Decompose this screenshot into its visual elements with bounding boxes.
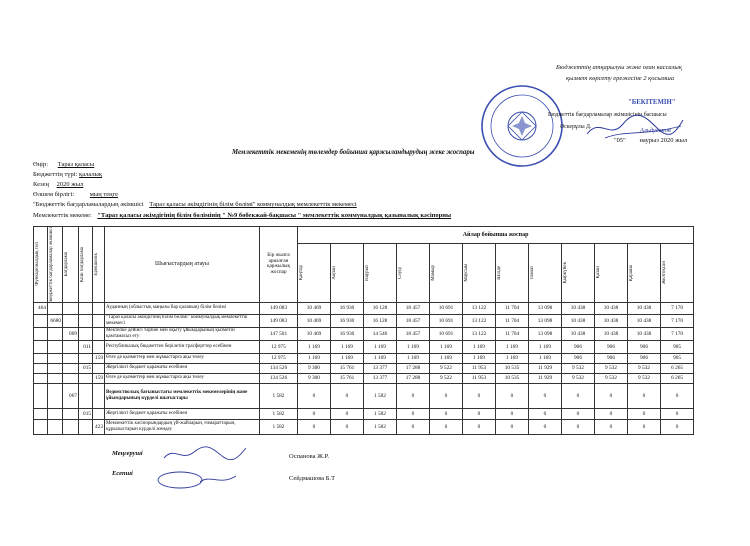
table-row — [34, 340, 694, 353]
month-value-cell: 10 438 — [595, 302, 628, 314]
annual-plan-cell: 1 582 — [260, 408, 298, 419]
program-cell — [63, 419, 79, 434]
subprogram-cell — [79, 353, 93, 363]
expense-name-cell: Өзге де қызметтер мен жұмыстарға ақы төлеу — [105, 353, 260, 363]
col-header-budget-admin — [48, 227, 63, 303]
budget-type-line — [33, 172, 102, 179]
accountant-label: Есепші — [112, 470, 133, 477]
month-value-cell: 11 704 — [496, 327, 529, 340]
month-value-cell: 13 122 — [463, 302, 496, 314]
subprogram-cell: 011 — [79, 340, 93, 353]
expense-name-cell: Ведомстволық бағыныстағы мемлекеттік мекемелерінің және ұйымдарының күрделі шығыстары — [105, 383, 260, 408]
subprogram-cell — [79, 327, 93, 340]
functional-group-cell: 464 — [34, 302, 48, 314]
month-value-cell: 0 — [331, 383, 364, 408]
month-value-cell: 0 — [331, 419, 364, 434]
functional-group-cell — [34, 363, 48, 373]
functional-group-cell — [34, 327, 48, 340]
accountant-name: Сейдмашова Б.Т — [289, 475, 336, 482]
month-value-cell: 0 — [595, 408, 628, 419]
budget-admin-cell: 6680 — [48, 314, 63, 327]
institution-value: "Тараз қаласы әкімдігінің білім бөлімінің " №9 бөбекжай-бақшасы " мемлекеттік коммуналдық қазыналық кәсіпорны — [97, 212, 452, 219]
month-value-cell: 0 — [628, 383, 661, 408]
month-value-cell: 9 532 — [595, 373, 628, 383]
month-value-cell: 905 — [661, 353, 694, 363]
month-value-cell: 10 469 — [298, 314, 331, 327]
month-value-cell: 0 — [595, 383, 628, 408]
subprogram-cell: 015 — [79, 408, 93, 419]
admin-label: "Бюджеттік бағдарламалардың әкімшісі — [33, 201, 144, 208]
month-value-cell: 9 532 — [595, 363, 628, 373]
annual-plan-cell: 149 083 — [260, 314, 298, 327]
month-header-label: Мамыр — [431, 264, 436, 281]
specific-cell: 159 — [93, 353, 105, 363]
specific-cell — [93, 340, 105, 353]
program-cell — [63, 373, 79, 383]
month-value-cell: 16 128 — [364, 314, 397, 327]
month-value-cell: 9 532 — [562, 373, 595, 383]
month-value-cell: 0 — [397, 419, 430, 434]
month-value-cell: 10 438 — [595, 314, 628, 327]
month-value-cell: 0 — [628, 419, 661, 434]
institution-line — [33, 213, 451, 220]
period-label: Кезең — [33, 181, 49, 188]
month-value-cell: 0 — [463, 419, 496, 434]
month-value-cell: 0 — [562, 383, 595, 408]
month-value-cell: 7 170 — [661, 327, 694, 340]
admin-line — [33, 202, 357, 209]
month-value-cell: 17 288 — [397, 373, 430, 383]
functional-group-cell — [34, 314, 48, 327]
table-row — [34, 302, 694, 314]
month-header — [331, 243, 364, 302]
month-header-label: Маусым — [464, 263, 469, 282]
month-value-cell: 1 169 — [331, 340, 364, 353]
month-value-cell: 0 — [529, 383, 562, 408]
month-value-cell: 0 — [496, 419, 529, 434]
table-row — [34, 408, 694, 419]
table-row — [34, 419, 694, 434]
approval-date-day: "05" — [614, 137, 626, 144]
subprogram-cell: 015 — [79, 363, 93, 373]
col-header-subprogram-label: Кіші бағдарлама — [80, 246, 85, 282]
approver-signature-name: Альдусенов — [640, 127, 671, 134]
budget-admin-cell — [48, 383, 63, 408]
month-value-cell: 7 170 — [661, 314, 694, 327]
budget-admin-cell — [48, 373, 63, 383]
col-header-specific — [93, 227, 105, 303]
month-header-label: Қазан — [596, 266, 601, 279]
specific-cell: 159 — [93, 373, 105, 383]
document-title: Мемлекеттік мекеменің төлемдер бойынша қаржыландырудың жеке жоспары — [232, 149, 475, 156]
expense-name-cell: Жергілікті бюджет қаражаты есебінен — [105, 363, 260, 373]
expense-name-cell: Ауданның (облыстық маңызы бар қаланың) білім бөлімі — [105, 302, 260, 314]
month-header-label: Қыркүйек — [563, 261, 568, 284]
month-value-cell: 906 — [562, 340, 595, 353]
month-header — [364, 243, 397, 302]
month-value-cell: 6 265 — [661, 373, 694, 383]
financing-plan-table — [33, 226, 694, 435]
month-value-cell: 10 691 — [430, 314, 463, 327]
specific-cell: 423 — [93, 419, 105, 434]
month-value-cell: 0 — [298, 408, 331, 419]
region-label: Өңір: — [33, 161, 49, 168]
month-value-cell: 1 169 — [529, 353, 562, 363]
specific-cell — [93, 302, 105, 314]
month-value-cell: 0 — [496, 408, 529, 419]
month-header — [496, 243, 529, 302]
month-value-cell: 1 169 — [364, 340, 397, 353]
col-header-budget-admin-label: Бюджеттік бағдарламалар әкімшісі — [49, 227, 54, 302]
month-header — [430, 243, 463, 302]
month-value-cell: 1 169 — [331, 353, 364, 363]
approval-line-1: Бюджеттің атқарылуы және оған кассалық — [556, 64, 682, 71]
month-header-label: Желтоқсан — [662, 261, 667, 285]
table-row — [34, 353, 694, 363]
table-row — [34, 327, 694, 340]
month-value-cell: 1 582 — [364, 383, 397, 408]
month-value-cell: 9 300 — [298, 373, 331, 383]
col-header-subprogram — [79, 227, 93, 303]
month-value-cell: 9 532 — [628, 373, 661, 383]
specific-cell — [93, 383, 105, 408]
month-header-label: Қараша — [629, 264, 634, 281]
head-signature-icon — [160, 444, 250, 464]
month-value-cell: 9 522 — [430, 373, 463, 383]
month-header — [562, 243, 595, 302]
month-value-cell: 14 546 — [364, 327, 397, 340]
accountant-signature-icon — [150, 468, 240, 490]
month-value-cell: 13 122 — [463, 327, 496, 340]
month-value-cell: 16 128 — [364, 302, 397, 314]
month-value-cell: 906 — [628, 353, 661, 363]
month-value-cell: 0 — [430, 383, 463, 408]
month-value-cell: 0 — [661, 408, 694, 419]
month-value-cell: 10 535 — [496, 363, 529, 373]
approval-line-2: қызмет көрсету ережесіне 2 қосымша — [566, 75, 675, 82]
table-row — [34, 373, 694, 383]
month-value-cell: 0 — [562, 408, 595, 419]
period-line — [33, 182, 83, 189]
month-value-cell: 0 — [397, 383, 430, 408]
month-value-cell: 1 169 — [397, 353, 430, 363]
month-header-label: Қаңтар — [299, 265, 304, 281]
program-cell: 009 — [63, 327, 79, 340]
month-header — [628, 243, 661, 302]
month-header — [661, 243, 694, 302]
expense-name-cell: Мектепке дейінгі тәрбие мен оқыту ұйымдарының қызметін қамтамасыз ету — [105, 327, 260, 340]
annual-plan-cell: 134 526 — [260, 363, 298, 373]
table-row — [34, 383, 694, 408]
month-value-cell: 0 — [430, 408, 463, 419]
month-value-cell: 13 122 — [463, 314, 496, 327]
subprogram-cell — [79, 314, 93, 327]
subprogram-cell — [79, 302, 93, 314]
region-line — [33, 162, 94, 169]
functional-group-cell — [34, 340, 48, 353]
month-value-cell: 11 953 — [463, 363, 496, 373]
annual-plan-cell: 12 975 — [260, 353, 298, 363]
col-header-program-label: Бағдарлама — [64, 252, 69, 277]
annual-plan-cell: 1 582 — [260, 383, 298, 408]
col-header-expense-name: Шығыстардың атауы — [105, 227, 260, 303]
annual-plan-cell: 134 526 — [260, 373, 298, 383]
month-value-cell: 0 — [463, 408, 496, 419]
budget-admin-cell — [48, 353, 63, 363]
col-header-program — [63, 227, 79, 303]
month-value-cell: 11 953 — [463, 373, 496, 383]
budget-admin-cell — [48, 408, 63, 419]
month-value-cell: 13 098 — [529, 327, 562, 340]
month-value-cell: 1 169 — [529, 340, 562, 353]
functional-group-cell — [34, 353, 48, 363]
month-value-cell: 1 169 — [496, 340, 529, 353]
month-value-cell: 1 582 — [364, 408, 397, 419]
expense-name-cell: Мемлекеттік кәсіпорындардың үй-жайларын, ғимараттарын, құрылыстарын күрделі жөндеу — [105, 419, 260, 434]
specific-cell — [93, 314, 105, 327]
budget-type-label: Бюджеттің түрі: — [33, 171, 78, 178]
subprogram-cell — [79, 419, 93, 434]
annual-plan-cell: 1 582 — [260, 419, 298, 434]
month-header — [595, 243, 628, 302]
unit-value: мың теңге — [89, 191, 119, 198]
month-value-cell: 13 098 — [529, 302, 562, 314]
month-value-cell: 10 438 — [628, 327, 661, 340]
head-label: Меңгеруші — [112, 450, 143, 457]
month-value-cell: 906 — [595, 340, 628, 353]
month-value-cell: 13 377 — [364, 363, 397, 373]
month-value-cell: 10 469 — [298, 302, 331, 314]
month-header-label: Тамыз — [530, 265, 535, 280]
month-value-cell: 6 265 — [661, 363, 694, 373]
month-value-cell: 13 377 — [364, 373, 397, 383]
program-cell — [63, 340, 79, 353]
month-value-cell: 0 — [661, 383, 694, 408]
admin-value: Тараз қаласы әкімдігінің білім бөлімі" коммуналдық мемлекеттік мекемесі — [149, 201, 357, 208]
month-header-label: Ақпан — [332, 265, 337, 280]
month-value-cell: 7 170 — [661, 302, 694, 314]
month-value-cell: 16 930 — [331, 314, 364, 327]
month-value-cell: 15 761 — [331, 363, 364, 373]
month-value-cell: 1 169 — [364, 353, 397, 363]
approval-stamp-title: "БЕКІТЕМІН" — [628, 99, 676, 106]
program-cell: 067 — [63, 383, 79, 408]
functional-group-cell — [34, 408, 48, 419]
month-value-cell: 16 930 — [331, 327, 364, 340]
month-value-cell: 0 — [331, 408, 364, 419]
month-value-cell: 18 457 — [397, 302, 430, 314]
month-value-cell: 0 — [496, 383, 529, 408]
month-value-cell: 1 169 — [430, 353, 463, 363]
month-value-cell: 13 098 — [529, 314, 562, 327]
month-value-cell: 11 929 — [529, 363, 562, 373]
month-value-cell: 10 438 — [595, 327, 628, 340]
specific-cell — [93, 327, 105, 340]
month-value-cell: 906 — [562, 353, 595, 363]
subprogram-cell — [79, 373, 93, 383]
month-value-cell: 10 438 — [562, 314, 595, 327]
month-value-cell: 0 — [529, 419, 562, 434]
expense-name-cell: "Тараз қаласы әкімдігінің білім бөлімі" коммуналдық мемлекеттік мекемесі — [105, 314, 260, 327]
month-value-cell: 0 — [463, 383, 496, 408]
col-header-functional-group-label: Функционалдық топ — [35, 242, 40, 287]
month-value-cell: 906 — [628, 340, 661, 353]
program-cell — [63, 353, 79, 363]
functional-group-cell — [34, 419, 48, 434]
functional-group-cell — [34, 373, 48, 383]
specific-cell — [93, 408, 105, 419]
budget-admin-cell — [48, 327, 63, 340]
month-value-cell: 10 691 — [430, 302, 463, 314]
col-header-annual-plan: Бір жылға арналған қаржылық жоспар — [260, 227, 298, 303]
month-value-cell: 10 691 — [430, 327, 463, 340]
period-value: 2020 жыл — [56, 181, 84, 188]
month-value-cell: 1 169 — [463, 353, 496, 363]
month-header-label: Сәуір — [398, 266, 403, 279]
month-value-cell: 18 457 — [397, 327, 430, 340]
expense-name-cell: Жергілікті бюджет қаражаты есебінен — [105, 408, 260, 419]
budget-admin-cell — [48, 363, 63, 373]
month-value-cell: 0 — [628, 408, 661, 419]
month-value-cell: 0 — [298, 419, 331, 434]
program-cell — [63, 302, 79, 314]
budget-type-value: қалалық — [79, 171, 103, 178]
month-header — [397, 243, 430, 302]
month-header — [529, 243, 562, 302]
month-value-cell: 10 469 — [298, 327, 331, 340]
month-value-cell: 10 535 — [496, 373, 529, 383]
region-value: Тараз қаласы — [57, 161, 95, 168]
approver-name: Әскерұлы Д. — [560, 124, 592, 130]
month-value-cell: 1 169 — [496, 353, 529, 363]
functional-group-cell — [34, 383, 48, 408]
unit-label: Өлшем бірлігі: — [33, 191, 75, 198]
col-header-monthly-plan: Айлар бойынша жоспар — [298, 227, 694, 244]
budget-admin-cell — [48, 419, 63, 434]
program-cell — [63, 408, 79, 419]
month-value-cell: 1 169 — [463, 340, 496, 353]
institution-label: Мемлекеттік мекеме: — [33, 212, 92, 219]
month-value-cell: 0 — [661, 419, 694, 434]
month-value-cell: 17 288 — [397, 363, 430, 373]
unit-line — [33, 192, 118, 199]
expense-name-cell: Өзге де қызметтер мен жұмыстарға ақы төлеу — [105, 373, 260, 383]
col-header-specific-label: Ерекшелік — [94, 252, 99, 276]
program-cell — [63, 314, 79, 327]
month-value-cell: 16 930 — [331, 302, 364, 314]
month-header-label: Наурыз — [365, 264, 370, 281]
month-value-cell: 10 438 — [562, 327, 595, 340]
plan-body — [34, 302, 694, 434]
approval-date — [614, 137, 687, 144]
month-value-cell: 10 438 — [562, 302, 595, 314]
specific-cell — [93, 363, 105, 373]
month-value-cell: 9 532 — [628, 363, 661, 373]
month-value-cell: 0 — [595, 419, 628, 434]
month-value-cell: 0 — [298, 383, 331, 408]
month-header-label: Шілде — [497, 265, 502, 280]
month-value-cell: 905 — [661, 340, 694, 353]
annual-plan-cell: 147 501 — [260, 327, 298, 340]
budget-admin-cell — [48, 340, 63, 353]
month-value-cell: 10 438 — [628, 302, 661, 314]
round-seal-icon — [478, 82, 566, 170]
month-value-cell: 15 761 — [331, 373, 364, 383]
month-value-cell: 0 — [562, 419, 595, 434]
approver-role: Бюджеттік бағдарламалар әкімшісінің басшысы — [548, 112, 667, 118]
month-value-cell: 9 532 — [562, 363, 595, 373]
month-value-cell: 906 — [595, 353, 628, 363]
month-value-cell: 9 300 — [298, 363, 331, 373]
expense-name-cell: Республикалық бюджеттен берілетін трасферттер есебінен — [105, 340, 260, 353]
month-value-cell: 9 522 — [430, 363, 463, 373]
budget-admin-cell — [48, 302, 63, 314]
table-row — [34, 363, 694, 373]
month-value-cell: 1 582 — [364, 419, 397, 434]
month-value-cell: 11 704 — [496, 314, 529, 327]
annual-plan-cell: 12 975 — [260, 340, 298, 353]
month-value-cell: 1 169 — [430, 340, 463, 353]
month-value-cell: 11 929 — [529, 373, 562, 383]
table-row — [34, 314, 694, 327]
month-value-cell: 18 457 — [397, 314, 430, 327]
col-header-functional-group — [34, 227, 48, 303]
month-header — [298, 243, 331, 302]
month-value-cell: 1 169 — [397, 340, 430, 353]
head-name: Оспанова Ж.Р. — [289, 453, 330, 460]
month-value-cell: 0 — [529, 408, 562, 419]
month-value-cell: 0 — [430, 419, 463, 434]
program-cell — [63, 363, 79, 373]
month-value-cell: 11 704 — [496, 302, 529, 314]
month-value-cell: 1 169 — [298, 353, 331, 363]
approval-date-text: наурыз 2020 жыл — [639, 137, 688, 144]
subprogram-cell — [79, 383, 93, 408]
month-value-cell: 0 — [397, 408, 430, 419]
month-value-cell: 1 169 — [298, 340, 331, 353]
month-value-cell: 10 438 — [628, 314, 661, 327]
annual-plan-cell: 149 083 — [260, 302, 298, 314]
month-header — [463, 243, 496, 302]
